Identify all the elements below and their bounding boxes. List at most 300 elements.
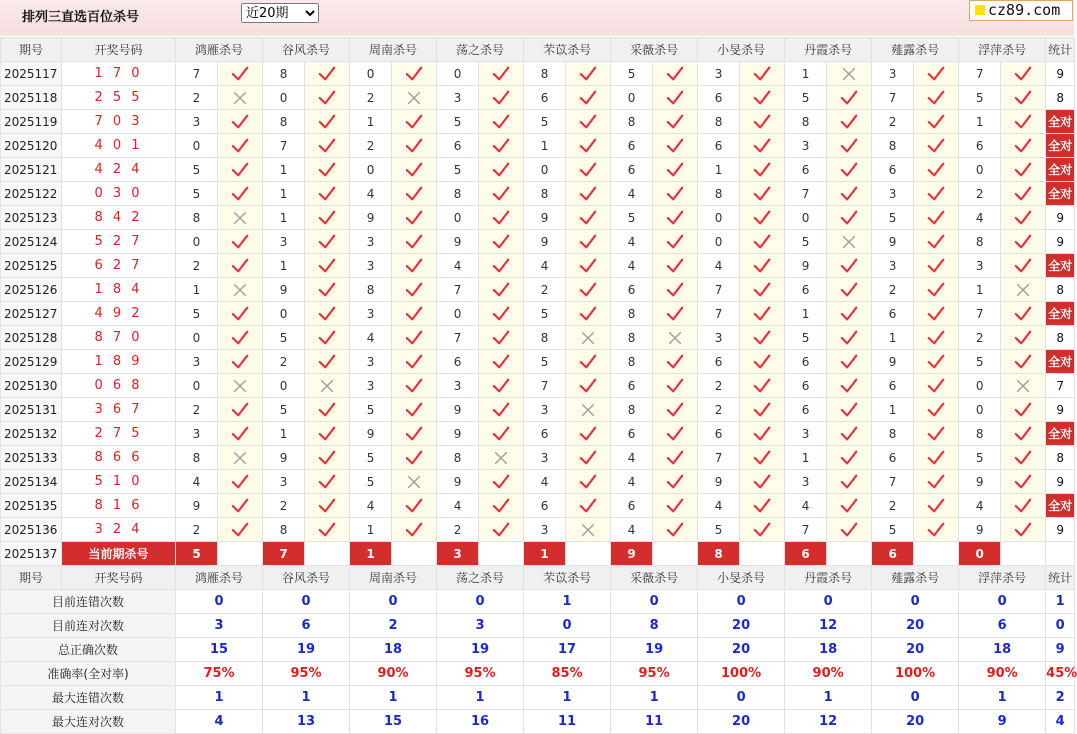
kill-number-cell: 2 bbox=[263, 494, 305, 518]
kill-number-cell: 3 bbox=[524, 398, 566, 422]
check-icon bbox=[740, 182, 785, 206]
kill-number-cell: 3 bbox=[872, 62, 914, 86]
check-icon bbox=[1001, 158, 1046, 182]
check-icon bbox=[479, 134, 524, 158]
kill-number-cell: 3 bbox=[176, 110, 218, 134]
stats-value: 100% bbox=[872, 662, 959, 686]
check-icon bbox=[218, 110, 263, 134]
header-cell: 采薇杀号 bbox=[611, 38, 698, 62]
check-icon bbox=[305, 182, 350, 206]
check-icon bbox=[740, 62, 785, 86]
kill-number-cell: 4 bbox=[785, 494, 827, 518]
kill-number-cell: 4 bbox=[524, 470, 566, 494]
kill-number-cell: 4 bbox=[437, 494, 479, 518]
kill-number-cell: 5 bbox=[611, 206, 653, 230]
check-icon bbox=[305, 86, 350, 110]
table-row bbox=[1, 230, 1075, 254]
draw-number-cell: 3 6 7 bbox=[62, 398, 176, 422]
stats-value: 19 bbox=[611, 638, 698, 662]
kill-number-cell: 0 bbox=[959, 158, 1001, 182]
kill-number-cell: 6 bbox=[611, 494, 653, 518]
kill-number-cell: 4 bbox=[176, 470, 218, 494]
draw-number-cell: 6 2 7 bbox=[62, 254, 176, 278]
kill-number-cell: 2 bbox=[350, 134, 392, 158]
period-cell: 2025122 bbox=[1, 182, 62, 206]
period-cell: 2025123 bbox=[1, 206, 62, 230]
check-icon bbox=[1001, 134, 1046, 158]
empty-cell bbox=[740, 542, 785, 566]
stats-value: 90% bbox=[959, 662, 1046, 686]
stats-value: 1 bbox=[524, 686, 611, 710]
check-icon bbox=[827, 494, 872, 518]
stats-label: 目前连对次数 bbox=[1, 614, 176, 638]
check-icon bbox=[392, 374, 437, 398]
draw-number-cell: 8 7 0 bbox=[62, 326, 176, 350]
check-icon bbox=[392, 230, 437, 254]
stats-row bbox=[1, 638, 1075, 662]
kill-number-cell: 6 bbox=[611, 374, 653, 398]
kill-number-cell: 6 bbox=[959, 134, 1001, 158]
stats-value: 9 bbox=[1046, 638, 1075, 662]
stats-value: 6 bbox=[263, 614, 350, 638]
kill-number-cell: 8 bbox=[872, 134, 914, 158]
table-row bbox=[1, 518, 1075, 542]
check-icon bbox=[218, 326, 263, 350]
period-cell: 2025134 bbox=[1, 470, 62, 494]
check-icon bbox=[566, 206, 611, 230]
kill-number-cell: 3 bbox=[263, 230, 305, 254]
draw-number-cell: 3 2 4 bbox=[62, 518, 176, 542]
row-stat-cell: 9 bbox=[1046, 518, 1075, 542]
cross-icon bbox=[392, 470, 437, 494]
header-cell: 期号 bbox=[1, 566, 62, 590]
kill-number-cell: 8 bbox=[698, 182, 740, 206]
check-icon bbox=[392, 278, 437, 302]
kill-number-cell: 5 bbox=[785, 86, 827, 110]
check-icon bbox=[914, 494, 959, 518]
check-icon bbox=[1001, 422, 1046, 446]
kill-number-cell: 1 bbox=[524, 134, 566, 158]
kill-number-cell: 0 bbox=[350, 158, 392, 182]
empty-cell bbox=[1001, 542, 1046, 566]
top-bar bbox=[0, 0, 1074, 36]
stats-value: 100% bbox=[698, 662, 785, 686]
check-icon bbox=[305, 158, 350, 182]
check-icon bbox=[914, 110, 959, 134]
kill-number-cell: 3 bbox=[437, 86, 479, 110]
kill-number-cell: 4 bbox=[524, 254, 566, 278]
check-icon bbox=[653, 422, 698, 446]
kill-number-cell: 1 bbox=[959, 278, 1001, 302]
stats-value: 13 bbox=[263, 710, 350, 734]
check-icon bbox=[218, 470, 263, 494]
kill-number-cell: 3 bbox=[785, 422, 827, 446]
check-icon bbox=[914, 422, 959, 446]
kill-number-cell: 6 bbox=[611, 422, 653, 446]
kill-number-cell: 8 bbox=[959, 422, 1001, 446]
kill-number-cell: 1 bbox=[785, 302, 827, 326]
stats-value: 0 bbox=[1046, 614, 1075, 638]
table-row bbox=[1, 422, 1075, 446]
kill-number-cell: 7 bbox=[785, 182, 827, 206]
table-row bbox=[1, 158, 1075, 182]
check-icon bbox=[827, 302, 872, 326]
check-icon bbox=[827, 518, 872, 542]
check-icon bbox=[392, 446, 437, 470]
kill-number-cell: 1 bbox=[872, 398, 914, 422]
check-icon bbox=[392, 302, 437, 326]
kill-number-cell: 9 bbox=[176, 494, 218, 518]
cross-icon bbox=[566, 326, 611, 350]
check-icon bbox=[566, 494, 611, 518]
stats-row bbox=[1, 590, 1075, 614]
kill-number-cell: 5 bbox=[959, 86, 1001, 110]
current-kill-label: 当前期杀号 bbox=[62, 542, 176, 566]
stats-value: 1 bbox=[176, 686, 263, 710]
kill-number-cell: 8 bbox=[611, 350, 653, 374]
stats-value: 20 bbox=[698, 614, 785, 638]
kill-number-cell: 2 bbox=[872, 278, 914, 302]
cross-icon bbox=[305, 374, 350, 398]
header-cell: 薤露杀号 bbox=[872, 38, 959, 62]
kill-number-cell: 3 bbox=[350, 374, 392, 398]
check-icon bbox=[479, 422, 524, 446]
check-icon bbox=[914, 86, 959, 110]
check-icon bbox=[653, 134, 698, 158]
draw-number-cell: 8 4 2 bbox=[62, 206, 176, 230]
draw-number-cell: 0 3 0 bbox=[62, 182, 176, 206]
stats-row bbox=[1, 662, 1075, 686]
check-icon bbox=[566, 254, 611, 278]
stats-value: 2 bbox=[350, 614, 437, 638]
kill-number-cell: 7 bbox=[959, 62, 1001, 86]
row-stat-cell: 全对 bbox=[1046, 158, 1075, 182]
stats-value: 90% bbox=[785, 662, 872, 686]
check-icon bbox=[392, 62, 437, 86]
header-cell: 期号 bbox=[1, 38, 62, 62]
kill-number-cell: 9 bbox=[959, 470, 1001, 494]
check-icon bbox=[1001, 398, 1046, 422]
check-icon bbox=[827, 422, 872, 446]
check-icon bbox=[305, 230, 350, 254]
period-cell: 2025131 bbox=[1, 398, 62, 422]
kill-number-cell: 9 bbox=[350, 206, 392, 230]
stats-label: 目前连错次数 bbox=[1, 590, 176, 614]
header-cell: 荡之杀号 bbox=[437, 566, 524, 590]
period-cell: 2025132 bbox=[1, 422, 62, 446]
table-row bbox=[1, 470, 1075, 494]
check-icon bbox=[740, 494, 785, 518]
header-cell: 小旻杀号 bbox=[698, 38, 785, 62]
period-cell: 2025135 bbox=[1, 494, 62, 518]
check-icon bbox=[479, 110, 524, 134]
period-select[interactable] bbox=[241, 3, 319, 23]
cross-icon bbox=[827, 62, 872, 86]
kill-number-cell: 7 bbox=[176, 62, 218, 86]
check-icon bbox=[914, 374, 959, 398]
current-kill-number: 3 bbox=[437, 542, 479, 566]
check-icon bbox=[740, 134, 785, 158]
cross-icon bbox=[653, 326, 698, 350]
kill-number-cell: 9 bbox=[698, 470, 740, 494]
stats-value: 18 bbox=[350, 638, 437, 662]
stats-label: 最大连对次数 bbox=[1, 710, 176, 734]
row-stat-cell: 9 bbox=[1046, 470, 1075, 494]
check-icon bbox=[392, 206, 437, 230]
kill-number-cell: 7 bbox=[872, 86, 914, 110]
draw-number-cell: 8 6 6 bbox=[62, 446, 176, 470]
check-icon bbox=[827, 278, 872, 302]
current-kill-number: 0 bbox=[959, 542, 1001, 566]
stats-value: 0 bbox=[872, 590, 959, 614]
period-cell: 2025127 bbox=[1, 302, 62, 326]
kill-number-cell: 1 bbox=[263, 182, 305, 206]
stats-value: 18 bbox=[959, 638, 1046, 662]
check-icon bbox=[218, 134, 263, 158]
stats-value: 16 bbox=[437, 710, 524, 734]
kill-number-cell: 0 bbox=[524, 158, 566, 182]
check-icon bbox=[1001, 446, 1046, 470]
kill-number-cell: 0 bbox=[698, 206, 740, 230]
check-icon bbox=[1001, 230, 1046, 254]
check-icon bbox=[740, 518, 785, 542]
empty-cell bbox=[479, 542, 524, 566]
table-row bbox=[1, 350, 1075, 374]
period-cell: 2025129 bbox=[1, 350, 62, 374]
kill-number-cell: 3 bbox=[437, 374, 479, 398]
cross-icon bbox=[218, 278, 263, 302]
cross-icon bbox=[218, 206, 263, 230]
kill-number-cell: 6 bbox=[785, 398, 827, 422]
kill-number-cell: 8 bbox=[959, 230, 1001, 254]
kill-number-cell: 4 bbox=[611, 230, 653, 254]
check-icon bbox=[392, 398, 437, 422]
stats-value: 3 bbox=[176, 614, 263, 638]
check-icon bbox=[740, 278, 785, 302]
check-icon bbox=[914, 254, 959, 278]
check-icon bbox=[740, 206, 785, 230]
check-icon bbox=[653, 62, 698, 86]
check-icon bbox=[914, 182, 959, 206]
check-icon bbox=[827, 134, 872, 158]
kill-number-cell: 8 bbox=[611, 110, 653, 134]
check-icon bbox=[827, 470, 872, 494]
check-icon bbox=[1001, 470, 1046, 494]
check-icon bbox=[1001, 206, 1046, 230]
stats-value: 19 bbox=[263, 638, 350, 662]
stats-value: 18 bbox=[785, 638, 872, 662]
kill-number-cell: 2 bbox=[350, 86, 392, 110]
check-icon bbox=[914, 350, 959, 374]
kill-number-cell: 3 bbox=[785, 470, 827, 494]
period-cell: 2025119 bbox=[1, 110, 62, 134]
kill-number-cell: 4 bbox=[350, 182, 392, 206]
kill-number-cell: 8 bbox=[785, 110, 827, 134]
check-icon bbox=[653, 230, 698, 254]
kill-number-cell: 6 bbox=[872, 302, 914, 326]
check-icon bbox=[1001, 350, 1046, 374]
stats-value: 9 bbox=[959, 710, 1046, 734]
check-icon bbox=[305, 446, 350, 470]
stats-value: 95% bbox=[437, 662, 524, 686]
check-icon bbox=[1001, 494, 1046, 518]
table-row bbox=[1, 254, 1075, 278]
cross-icon bbox=[479, 446, 524, 470]
kill-number-cell: 4 bbox=[611, 470, 653, 494]
table-row bbox=[1, 62, 1075, 86]
check-icon bbox=[392, 518, 437, 542]
kill-number-cell: 9 bbox=[524, 230, 566, 254]
check-icon bbox=[479, 62, 524, 86]
stats-value: 95% bbox=[611, 662, 698, 686]
header-cell: 芣苡杀号 bbox=[524, 566, 611, 590]
kill-number-cell: 7 bbox=[698, 446, 740, 470]
stats-value: 2 bbox=[1046, 686, 1075, 710]
kill-number-cell: 4 bbox=[611, 446, 653, 470]
period-cell: 2025124 bbox=[1, 230, 62, 254]
check-icon bbox=[827, 446, 872, 470]
stats-value: 45% bbox=[1046, 662, 1075, 686]
stats-value: 0 bbox=[350, 590, 437, 614]
header-cell: 薤露杀号 bbox=[872, 566, 959, 590]
kill-number-cell: 1 bbox=[350, 110, 392, 134]
check-icon bbox=[1001, 302, 1046, 326]
header-cell: 统计 bbox=[1046, 566, 1075, 590]
table-row bbox=[1, 374, 1075, 398]
kill-number-cell: 8 bbox=[611, 326, 653, 350]
check-icon bbox=[218, 518, 263, 542]
kill-number-cell: 4 bbox=[611, 518, 653, 542]
kill-number-cell: 7 bbox=[698, 278, 740, 302]
check-icon bbox=[392, 158, 437, 182]
stats-value: 0 bbox=[437, 590, 524, 614]
stats-value: 19 bbox=[437, 638, 524, 662]
kill-number-cell: 0 bbox=[959, 398, 1001, 422]
row-stat-cell: 全对 bbox=[1046, 254, 1075, 278]
kill-number-cell: 1 bbox=[263, 422, 305, 446]
kill-number-cell: 1 bbox=[350, 518, 392, 542]
check-icon bbox=[479, 470, 524, 494]
kill-number-cell: 0 bbox=[350, 62, 392, 86]
kill-number-cell: 3 bbox=[524, 518, 566, 542]
row-stat-cell: 全对 bbox=[1046, 182, 1075, 206]
check-icon bbox=[653, 278, 698, 302]
kill-number-cell: 2 bbox=[176, 254, 218, 278]
check-icon bbox=[566, 134, 611, 158]
kill-number-cell: 6 bbox=[524, 422, 566, 446]
cross-icon bbox=[827, 230, 872, 254]
kill-number-cell: 9 bbox=[959, 518, 1001, 542]
period-cell: 2025125 bbox=[1, 254, 62, 278]
stats-row bbox=[1, 614, 1075, 638]
check-icon bbox=[653, 518, 698, 542]
current-kill-number: 1 bbox=[350, 542, 392, 566]
check-icon bbox=[827, 254, 872, 278]
stats-value: 1 bbox=[785, 686, 872, 710]
check-icon bbox=[218, 254, 263, 278]
table-header-row bbox=[1, 566, 1075, 590]
empty-cell bbox=[914, 542, 959, 566]
row-stat-cell: 8 bbox=[1046, 278, 1075, 302]
table-row bbox=[1, 446, 1075, 470]
row-stat-cell: 8 bbox=[1046, 326, 1075, 350]
check-icon bbox=[566, 446, 611, 470]
header-cell: 采薇杀号 bbox=[611, 566, 698, 590]
check-icon bbox=[566, 374, 611, 398]
kill-number-cell: 2 bbox=[263, 350, 305, 374]
period-cell: 2025126 bbox=[1, 278, 62, 302]
stats-value: 90% bbox=[350, 662, 437, 686]
kill-number-cell: 0 bbox=[437, 206, 479, 230]
check-icon bbox=[305, 254, 350, 278]
check-icon bbox=[740, 302, 785, 326]
check-icon bbox=[827, 326, 872, 350]
kill-number-cell: 2 bbox=[176, 398, 218, 422]
kill-number-cell: 8 bbox=[611, 302, 653, 326]
kill-number-cell: 0 bbox=[176, 326, 218, 350]
current-kill-number: 1 bbox=[524, 542, 566, 566]
row-stat-cell: 全对 bbox=[1046, 350, 1075, 374]
stats-value: 20 bbox=[872, 614, 959, 638]
period-cell: 2025120 bbox=[1, 134, 62, 158]
check-icon bbox=[827, 158, 872, 182]
kill-number-cell: 2 bbox=[698, 374, 740, 398]
check-icon bbox=[827, 110, 872, 134]
logo-square-icon bbox=[975, 5, 985, 15]
check-icon bbox=[653, 86, 698, 110]
kill-number-cell: 7 bbox=[524, 374, 566, 398]
check-icon bbox=[305, 62, 350, 86]
site-logo[interactable] bbox=[969, 0, 1073, 21]
kill-number-cell: 6 bbox=[698, 350, 740, 374]
check-icon bbox=[653, 110, 698, 134]
kill-number-cell: 9 bbox=[437, 470, 479, 494]
kill-number-cell: 4 bbox=[698, 494, 740, 518]
kill-number-cell: 7 bbox=[437, 278, 479, 302]
check-icon bbox=[218, 494, 263, 518]
kill-number-cell: 7 bbox=[785, 518, 827, 542]
kill-number-cell: 5 bbox=[176, 182, 218, 206]
check-icon bbox=[479, 278, 524, 302]
draw-number-cell: 8 1 6 bbox=[62, 494, 176, 518]
check-icon bbox=[566, 302, 611, 326]
kill-number-cell: 9 bbox=[437, 398, 479, 422]
check-icon bbox=[653, 182, 698, 206]
stats-value: 20 bbox=[698, 710, 785, 734]
stats-value: 85% bbox=[524, 662, 611, 686]
kill-number-cell: 3 bbox=[350, 254, 392, 278]
header-cell: 周南杀号 bbox=[350, 566, 437, 590]
current-kill-number: 9 bbox=[611, 542, 653, 566]
row-stat-cell: 9 bbox=[1046, 206, 1075, 230]
kill-number-cell: 9 bbox=[263, 278, 305, 302]
empty-cell bbox=[653, 542, 698, 566]
check-icon bbox=[740, 374, 785, 398]
kill-number-table bbox=[0, 37, 1075, 734]
check-icon bbox=[827, 374, 872, 398]
kill-number-cell: 5 bbox=[872, 518, 914, 542]
kill-number-cell: 5 bbox=[959, 446, 1001, 470]
kill-number-cell: 6 bbox=[698, 134, 740, 158]
kill-number-cell: 4 bbox=[959, 206, 1001, 230]
check-icon bbox=[218, 422, 263, 446]
check-icon bbox=[305, 134, 350, 158]
kill-number-cell: 2 bbox=[959, 182, 1001, 206]
stats-value: 12 bbox=[785, 614, 872, 638]
draw-number-cell: 4 0 1 bbox=[62, 134, 176, 158]
stats-value: 75% bbox=[176, 662, 263, 686]
kill-number-cell: 5 bbox=[263, 326, 305, 350]
